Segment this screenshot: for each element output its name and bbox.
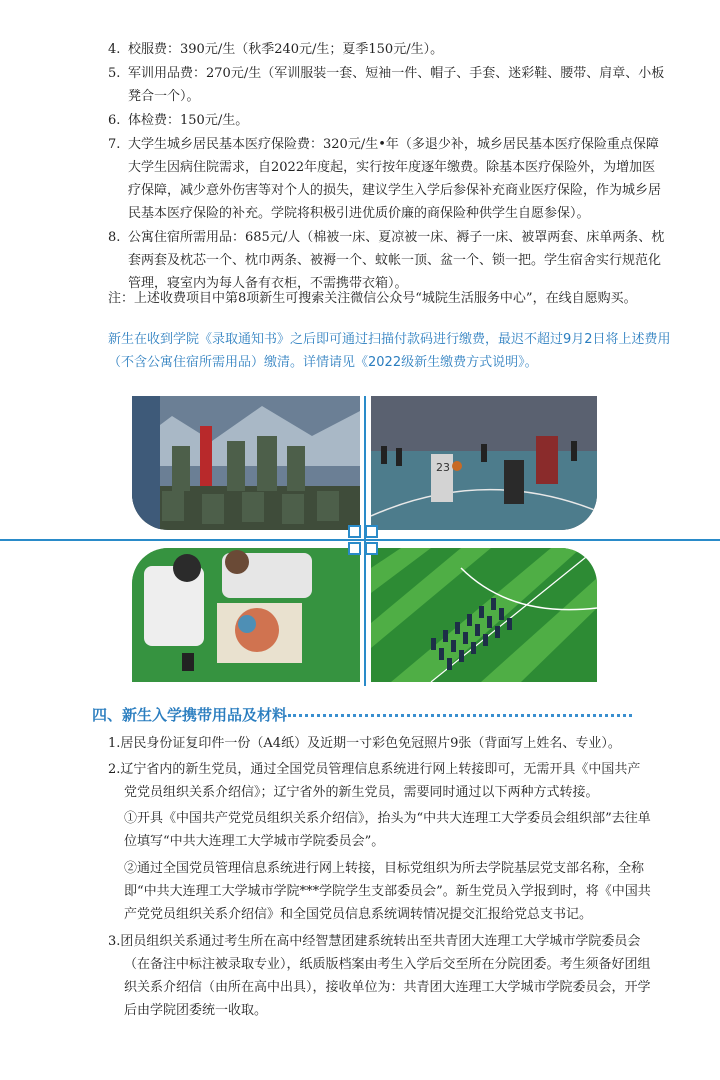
photo-football-field-parade xyxy=(371,548,597,682)
photo-collage xyxy=(0,396,720,686)
list-subitem: ②通过全国党员管理信息系统进行网上转接，目标党组织为所去学院基层党支部名称，全称即“中共大连理工大学城市学院***学院学生支部委员会”。新生党员入学报到时，将《中国共产党党员组织关系介绍信》和全国党员信息系统调转情况提交汇报给党总支书记。 xyxy=(124,861,651,922)
heading-dotted-line xyxy=(288,714,632,717)
section-4-list xyxy=(108,732,653,1025)
purchase-note: 注：上述收费项目中第8项新生可搜索关注微信公众号“城院生活服务中心”，在线自愿购买。 xyxy=(108,291,637,306)
photo-military-exhibit xyxy=(132,396,360,530)
photo-basketball xyxy=(371,396,597,530)
list-item: 1.居民身份证复印件一份（A4纸）及近期一寸彩色免冠照片9张（背面写上姓名、专业）。 xyxy=(108,736,621,751)
fee-item-5: 5. 军训用品费：270元/生（军训服装一套、短袖一件、帽子、手套、迷彩鞋、腰带、肩章、小板凳合一个）。 xyxy=(108,66,665,104)
list-item: 3.团员组织关系通过考生所在高中经智慧团建系统转出至共青团大连理工大学城市学院委员会（在备注中标注被录取专业），纸质版档案由考生入学后交至所在分院团委。考生须备好团组织关系介绍信（由所在高中出具），接收单位为：共青团大连理工大学城市学院委员会，开学后由学院团委统一收取。 xyxy=(108,934,651,1018)
corner-squares-ornament xyxy=(346,523,382,559)
fee-item-6: 6. 体检费：150元/生。 xyxy=(108,113,249,128)
list-subitem: ①开具《中国共产党党员组织关系介绍信》，抬头为“中共大连理工大学委员会组织部”去往单位填写“中共大连理工大学城市学院委员会”。 xyxy=(124,811,651,849)
svg-text:23: 23 xyxy=(436,461,450,474)
fee-item-8: 8. 公寓住宿所需用品：685元/人（棉被一床、夏凉被一床、褥子一床、被罩两套、床单两条、枕套两套及枕芯一个、枕巾两条、被褥一个、蚊帐一顶、盆一个、锁一把。学生宿舍实行规范化管理，寝室内为每人备有衣柜，不需携带衣箱）。 xyxy=(108,230,665,291)
fee-item-7: 7. 大学生城乡居民基本医疗保险费：320元/生•年（多退少补，城乡居民基本医疗保险重点保障大学生因病住院需求，自2022年度起，实行按年度逐年缴费。除基本医疗保险外，为增加医疗保障，减少意外伤害等对个人的损失，建议学生入学后参保补充商业医疗保险，作为城乡居民基本医疗保险的补充。学院将积极引进优质价廉的商保险种供学生自愿参保）。 xyxy=(108,137,662,221)
section-4-heading: 四、新生入学携带用品及材料 xyxy=(92,704,632,728)
fee-list xyxy=(108,38,668,296)
fee-item-4: 4. 校服费：390元/生（秋季240元/生；夏季150元/生）。 xyxy=(108,42,444,57)
payment-notice: 新生在收到学院《录取通知书》之后即可通过扫描付款码进行缴费，最迟不超过9月2日将上述费用（不含公寓住宿所需用品）缴清。详情请见《2022级新生缴费方式说明》。 xyxy=(108,332,671,370)
photo-students-painting xyxy=(132,548,360,682)
list-item: 2.辽宁省内的新生党员，通过全国党员管理信息系统进行网上转接即可，无需开具《中国共产党党员组织关系介绍信》；辽宁省外的新生党员，需要同时通过以下两种方式转接。 xyxy=(108,762,641,800)
